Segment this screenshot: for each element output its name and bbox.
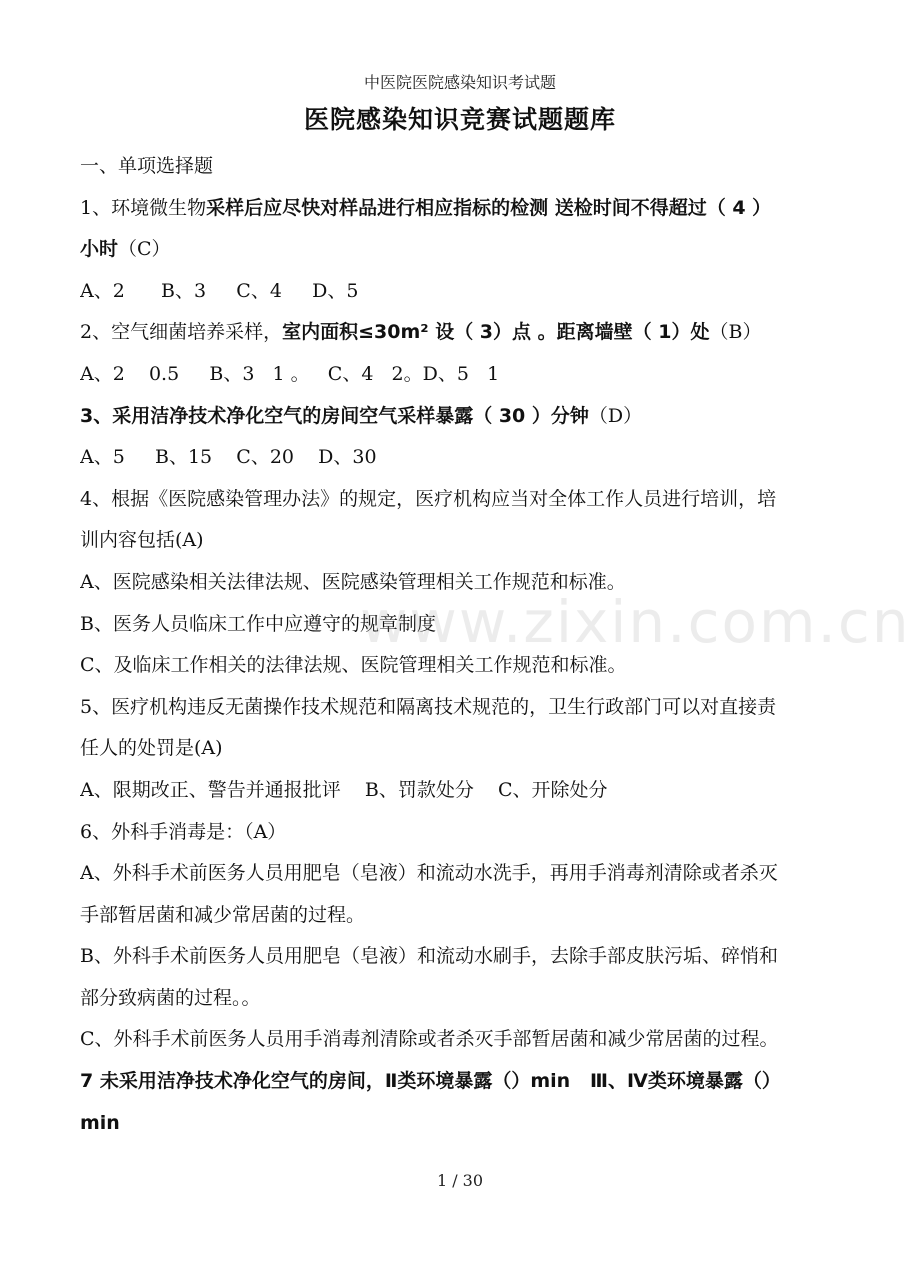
- question-4-line-1: 4、根据《医院感染管理办法》的规定，医疗机构应当对全体工作人员进行培训，培: [80, 487, 777, 510]
- question-7-line-2: min: [80, 1111, 120, 1134]
- question-3-answer: （D）: [588, 404, 643, 427]
- question-1-number: 1、: [80, 196, 112, 219]
- question-6-option-a-2: 手部暂居菌和减少常居菌的过程。: [80, 903, 366, 926]
- question-5-line-2: 任人的处罚是(A): [80, 737, 223, 760]
- question-6-option-b-1: B、外科手术前医务人员用肥皂（皂液）和流动水刷手，去除手部皮肤污垢、碎悄和: [80, 945, 778, 968]
- watermark: www.zixin.com.cn: [360, 588, 911, 656]
- question-4-option-c: C、及临床工作相关的法律法规、医院管理相关工作规范和标准。: [80, 654, 627, 677]
- question-1-text-c: 小时: [80, 238, 119, 261]
- question-2-text-b: 室内面积≤30m² 设（ 3）点 。距离墙壁（ 1）处: [282, 321, 710, 344]
- question-6-line-1: 6、外科手消毒是：（A）: [80, 820, 287, 843]
- question-1-text-b: 采样后应尽快对样品进行相应指标的检测 送检时间不得超过（ 4 ）: [206, 196, 772, 219]
- question-4-option-a: A、医院感染相关法律法规、医院感染管理相关工作规范和标准。: [80, 570, 626, 593]
- question-6-option-b-2: 部分致病菌的过程。。: [80, 986, 261, 1009]
- question-7-line-1: 7 未采用洁净技术净化空气的房间，Ⅱ类环境暴露（）min Ⅲ、Ⅳ类环境暴露（）: [80, 1070, 781, 1093]
- question-2: [80, 312, 870, 354]
- question-6-option-c: C、外科手术前医务人员用手消毒剂清除或者杀灭手部暂居菌和减少常居菌的过程。: [80, 1028, 779, 1051]
- question-1-answer: （C）: [118, 238, 171, 261]
- question-1: [80, 188, 870, 230]
- question-2-text-a: 2、空气细菌培养采样，: [80, 321, 283, 344]
- question-2-answer: （B）: [709, 321, 762, 344]
- question-4-option-b: B、医务人员临床工作中应遵守的规章制度: [80, 612, 436, 635]
- question-4-line-2: 训内容包括(A): [80, 529, 204, 552]
- question-2-options: A、2 0.5 B、3 1 。 C、4 2。D、5 1: [80, 362, 500, 385]
- question-3: [80, 396, 870, 438]
- section-heading: 一、单项选择题: [80, 155, 214, 177]
- question-5-options: A、限期改正、警告并通报批评 B、罚款处分 C、开除处分: [80, 778, 608, 801]
- running-header: 中医院医院感染知识考试题: [363, 73, 556, 92]
- question-5-line-1: 5、医疗机构违反无菌操作技术规范和隔离技术规范的，卫生行政部门可以对直接责: [80, 695, 777, 718]
- question-3-text: 3、采用洁净技术净化空气的房间空气采样暴露（ 30 ）分钟: [80, 404, 589, 427]
- page-number: 1 / 30: [436, 1171, 484, 1190]
- question-1-cont: [80, 229, 870, 271]
- document-body: [80, 146, 870, 1144]
- page-title: 医院感染知识竞赛试题题库: [303, 105, 616, 134]
- question-1-text-a: 环境微生物: [111, 196, 207, 219]
- question-1-options: A、2 B、3 C、4 D、5: [80, 279, 359, 302]
- question-6-option-a-1: A、外科手术前医务人员用肥皂（皂液）和流动水洗手，再用手消毒剂清除或者杀灭: [80, 862, 778, 885]
- question-3-options: A、5 B、15 C、20 D、30: [80, 446, 377, 469]
